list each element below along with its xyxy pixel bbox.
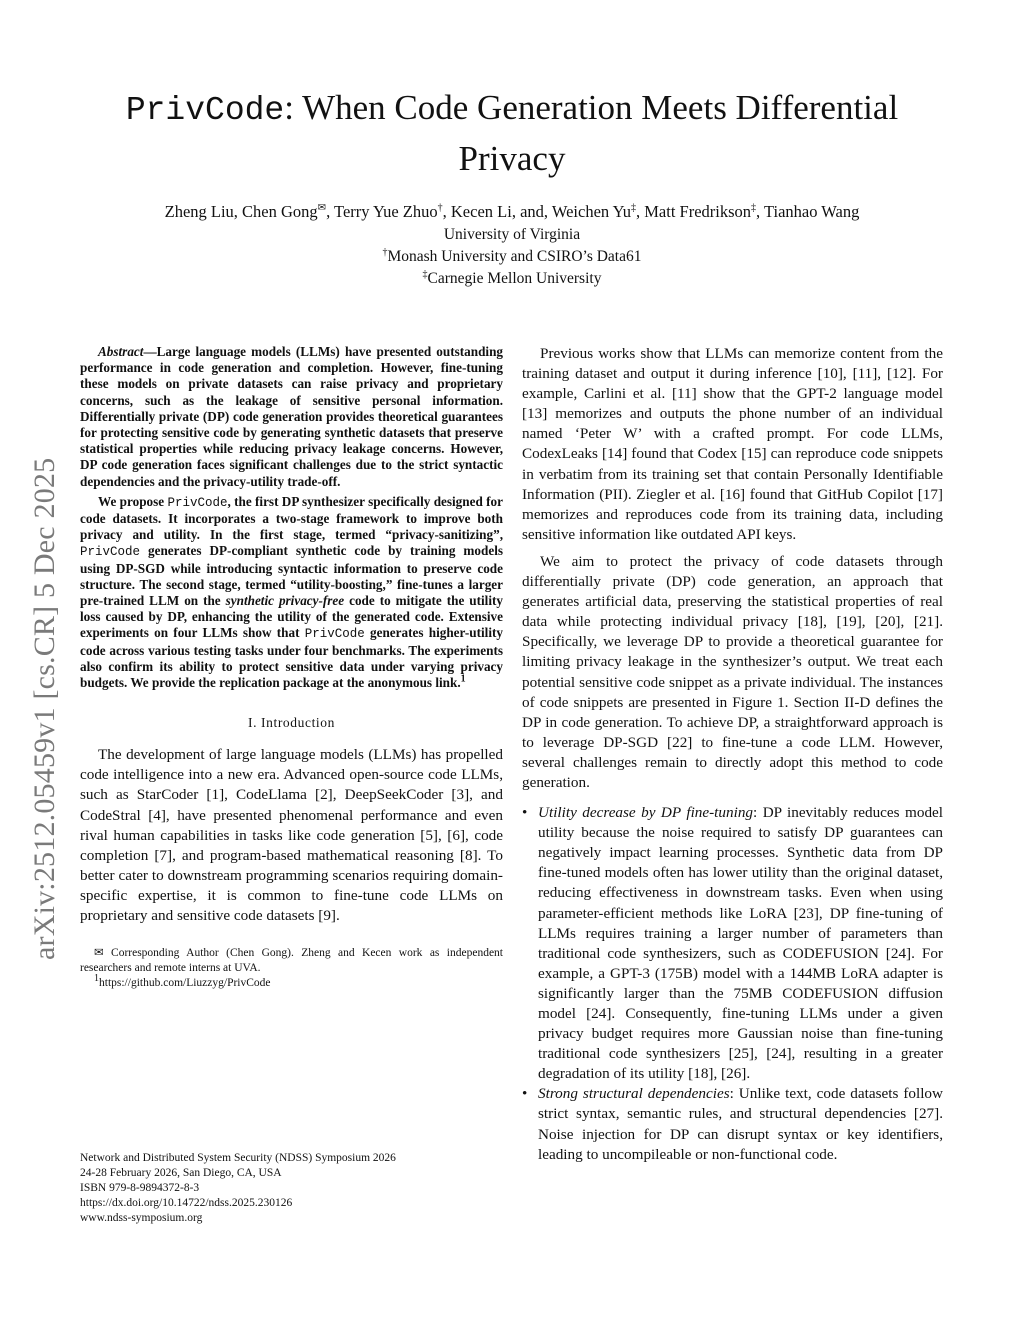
affiliation <box>60 224 964 246</box>
abstract-text: , the first DP synthesizer specifically designed for code datasets. It incorporates a two-stage framework to improve both privacy and utility. In the first stage, termed “privacy-sanitizing”, <box>80 493 503 543</box>
venue-doi-link[interactable]: https://dx.doi.org/10.14722/ndss.2025.230126 <box>80 1197 293 1209</box>
abstract-code-name: PrivCode <box>167 495 228 510</box>
author-name: , Terry Yue Zhuo <box>326 202 438 221</box>
abstract-text: generates DP-compliant synthetic code by training models using DP-SGD while introducing syntactic information to preserve code structure. The second stage, termed “utility-boosting,” fine-tunes a larger pre-trained LLM on the <box>80 543 503 609</box>
affiliation <box>60 246 964 268</box>
footnote-link[interactable]: 1 <box>460 673 466 685</box>
affiliation-text: Carnegie Mellon University <box>427 270 602 287</box>
footnote-mark: 1 <box>94 973 99 985</box>
paper-title <box>80 84 944 183</box>
challenge-list <box>522 803 943 1165</box>
abstract-italic: synthetic privacy-free <box>225 593 345 609</box>
venue-line: 24-28 February 2026, San Diego, CA, USA <box>80 1167 282 1179</box>
abstract-text: We propose <box>98 493 168 509</box>
abstract-label: Abstract <box>98 344 144 359</box>
footnote-url[interactable]: https://github.com/Liuzzyg/PrivCode <box>99 977 271 990</box>
affiliation-mark: ‡ <box>422 268 428 280</box>
bullet-text: : DP inevitably reduces model utility because the noise required to satisfy DP guarantees can negatively impact learning processes. Synthetic data from DP fine-tuned models often has lower utility than the original dataset, reducing effectiveness in downstream tasks. Even when using parameter-efficient methods like LoRA [23], DP fine-tuning of LLMs requires training a larger number of parameters than traditional code synthesizers, such as CODEFUSION [24]. For example, a GPT-3 (175B) model with a 144MB LoRA adapter is significantly larger than the 75MB CODEFUSION diffusion model [24]. Consequently, fine-tuning LLMs under a given privacy budget requires more Gaussian noise than fine-tuning traditional code synthesizers [25], [24], resulting in a greater degradation of its utility [18], [26]. <box>538 804 943 1083</box>
bullet-heading: Strong structural dependencies <box>538 1085 730 1103</box>
body-paragraph: We aim to protect the privacy of code datasets through differentially private (DP) code generation, an approach that generates artificial data, preserving the statistical properties of real data while protecting individual privacy [18], [19], [20], [21]. Specifically, we leverage DP to provide a theoretical guarantee for limiting privacy leakage in the synthesizer’s output. We treat each potential sensitive code snippet as a private individual. The instances of code snippets are presented in Figure 1. Section II-D defines the DP in code generation. To achieve DP, a straightforward approach is to leverage DP-SGD [22] to fine-tune a code LLM. However, several challenges remain to directly adopt this method to code generation. <box>522 552 943 791</box>
author-mark: ‡ <box>751 202 757 214</box>
abstract-code-name: PrivCode <box>80 545 141 560</box>
section-heading: I. Introduction <box>248 715 335 731</box>
author-block <box>60 200 964 290</box>
list-item <box>522 803 943 1084</box>
arxiv-sidebar-id: arXiv:2512.05459v1 [cs.CR] 5 Dec 2025 <box>28 457 61 960</box>
bullet-icon: • <box>522 804 528 822</box>
footnote-corresponding: ✉ Corresponding Author (Chen Gong). Zheng and Kecen work as independent researchers and remote interns at UVA. <box>80 947 503 975</box>
venue-line: Network and Distributed System Security (NDSS) Symposium 2026 <box>80 1152 396 1164</box>
author-name: Zheng Liu, Chen Gong <box>164 202 318 221</box>
affiliation-text: University of Virginia <box>443 226 581 243</box>
affiliation <box>60 268 964 290</box>
title-code-name: PrivCode <box>125 92 285 129</box>
abstract-paragraph-2 <box>80 494 503 691</box>
abstract-text: code to mitigate the utility loss caused by DP, enhancing the utility of the generated code. Extensive experiments on four LLMs show that <box>80 593 503 641</box>
venue-info <box>80 1151 503 1226</box>
left-column <box>80 344 503 991</box>
bullet-heading: Utility decrease by DP fine-tuning <box>538 804 754 822</box>
abstract-text: —Large language models (LLMs) have presented outstanding performance in code generation and completion. However, fine-tuning these models on private datasets can raise privacy and proprietary concerns, such as the leakage of sensitive personal information. Differentially private (DP) code generation provides theoretical guarantees for protecting sensitive code by generating synthetic datasets that preserve statistical properties while reducing privacy leakage concerns. However, DP code generation faces significant challenges due to the strict syntactic dependencies and the privacy-utility trade-off. <box>80 344 503 489</box>
body-paragraph: Previous works show that LLMs can memorize content from the training dataset and output it during inference [10], [11], [12]. For example, Carlini et al. [11] show that the GPT-2 language model [13] memorizes and outputs the phone number of an individual named ‘Peter W’ with a crafted prompt. For code LLMs, CodexLeaks [14] found that Codex [15] can reproduce code snippets in verbatim from its training set that contain Personally Identifiable Information (PII). Ziegler et al. [16] found that GitHub Copilot [17] memorizes and reproduces code from its training data, including sensitive information like outdated API keys. <box>522 345 943 543</box>
bullet-text: : Unlike text, code datasets follow strict syntax, semantic rules, and structural dependencies [27]. Noise injection for DP can disrupt syntax or key identifiers, leading to uncompileable or non-functional code. <box>538 1085 943 1163</box>
author-mark: † <box>437 202 443 214</box>
intro-paragraph: The development of large language models (LLMs) has propelled code intelligence into a new era. Advanced open-source code LLMs, such as StarCoder [1], CodeLlama [2], DeepSeekCoder [3], and CodeStral [4], have presented phenomenal performance and even rival human capabilities in tasks like code generation [5], [6], code completion [7], and program-based mathematical reasoning [8]. To better cater to downstream programming scenarios requiring domain-specific expertise, it is common to fine-tune code LLMs on proprietary and sensitive code datasets [9]. <box>80 746 503 925</box>
author-mark: ✉ <box>317 202 327 214</box>
author-line <box>60 200 964 224</box>
abstract-paragraph-1 <box>80 344 503 490</box>
venue-line: ISBN 979-8-9894372-8-3 <box>80 1182 200 1194</box>
title-rest: : When Code Generation Meets Differential Privacy <box>284 88 899 178</box>
author-name: , Tianhao Wang <box>756 202 860 221</box>
author-name: , Kecen Li, and, Weichen Yu <box>442 202 631 221</box>
bullet-icon: • <box>522 1085 528 1103</box>
affiliation-text: Monash University and CSIRO’s Data61 <box>387 248 642 265</box>
affiliation-mark: † <box>382 246 388 258</box>
footnote-1 <box>80 973 503 991</box>
author-name: , Matt Fredrikson <box>636 202 752 221</box>
abstract-text: generates higher-utility code across various testing tasks under four benchmarks. The experiments also confirm its ability to protect sensitive data under varying privacy budgets. We provide the replication package at the anonymous link. <box>80 625 503 691</box>
list-item <box>522 1084 943 1164</box>
footnotes <box>80 946 503 991</box>
venue-website-link[interactable]: www.ndss-symposium.org <box>80 1212 203 1224</box>
author-mark: ‡ <box>631 202 636 214</box>
abstract-code-name: PrivCode <box>304 627 365 642</box>
right-column <box>522 344 943 1165</box>
